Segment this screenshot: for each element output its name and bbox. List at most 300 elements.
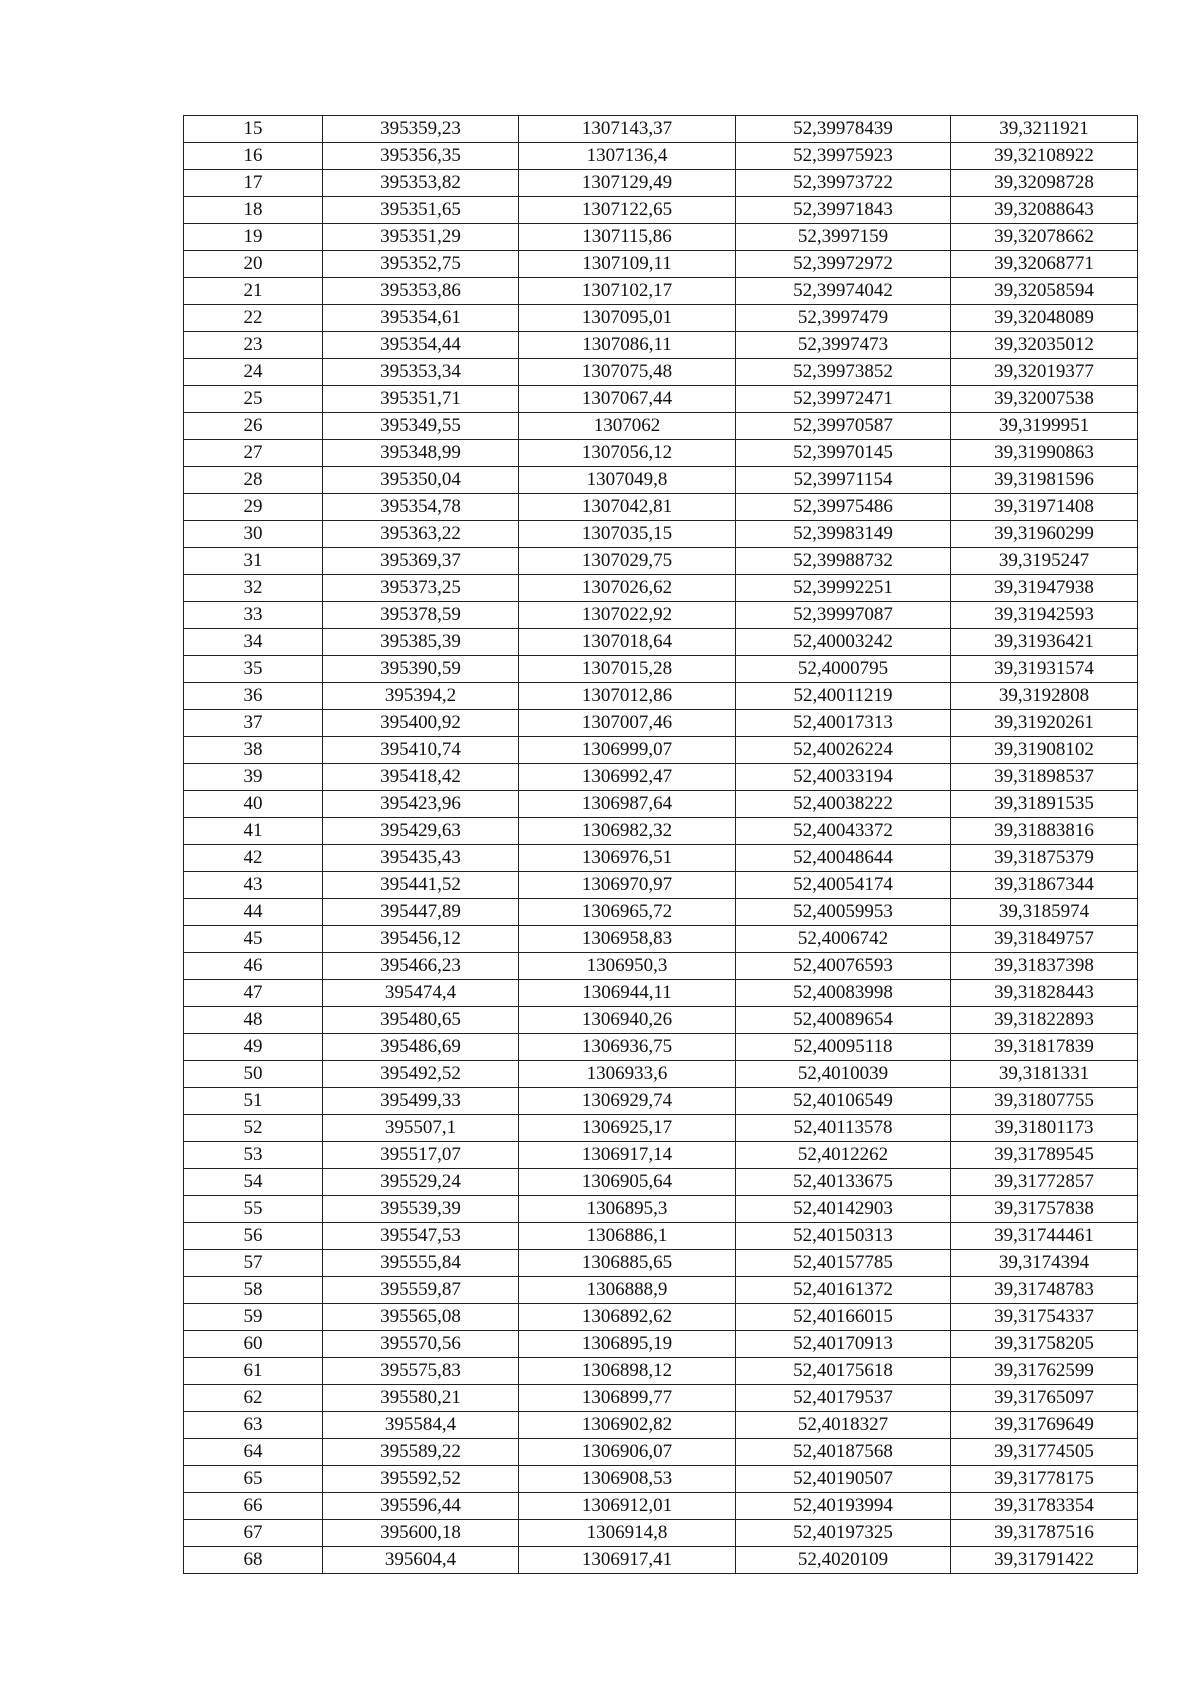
table-row: [184, 332, 1138, 359]
longitude-cell: 39,31791422: [951, 1547, 1138, 1574]
table-row: [184, 1547, 1138, 1574]
latitude-cell: 52,40142903: [736, 1196, 951, 1223]
latitude-cell: 52,40179537: [736, 1385, 951, 1412]
longitude-cell: 39,3211921: [951, 116, 1138, 143]
x-coordinate-cell: 395352,75: [323, 251, 519, 278]
point-number-cell: 50: [184, 1061, 323, 1088]
table-row: [184, 683, 1138, 710]
x-coordinate-cell: 395466,23: [323, 953, 519, 980]
longitude-cell: 39,31772857: [951, 1169, 1138, 1196]
y-coordinate-cell: 1307022,92: [519, 602, 736, 629]
point-number-cell: 56: [184, 1223, 323, 1250]
y-coordinate-cell: 1307007,46: [519, 710, 736, 737]
x-coordinate-cell: 395600,18: [323, 1520, 519, 1547]
point-number-cell: 38: [184, 737, 323, 764]
point-number-cell: 21: [184, 278, 323, 305]
longitude-cell: 39,32035012: [951, 332, 1138, 359]
y-coordinate-cell: 1306886,1: [519, 1223, 736, 1250]
longitude-cell: 39,31891535: [951, 791, 1138, 818]
latitude-cell: 52,40083998: [736, 980, 951, 1007]
x-coordinate-cell: 395507,1: [323, 1115, 519, 1142]
point-number-cell: 31: [184, 548, 323, 575]
latitude-cell: 52,39971154: [736, 467, 951, 494]
latitude-cell: 52,40190507: [736, 1466, 951, 1493]
table-row: [184, 1196, 1138, 1223]
latitude-cell: 52,40011219: [736, 683, 951, 710]
x-coordinate-cell: 395423,96: [323, 791, 519, 818]
point-number-cell: 35: [184, 656, 323, 683]
y-coordinate-cell: 1307029,75: [519, 548, 736, 575]
y-coordinate-cell: 1306958,83: [519, 926, 736, 953]
y-coordinate-cell: 1307067,44: [519, 386, 736, 413]
longitude-cell: 39,31867344: [951, 872, 1138, 899]
y-coordinate-cell: 1306906,07: [519, 1439, 736, 1466]
table-row: [184, 818, 1138, 845]
x-coordinate-cell: 395429,63: [323, 818, 519, 845]
y-coordinate-cell: 1306982,32: [519, 818, 736, 845]
point-number-cell: 55: [184, 1196, 323, 1223]
y-coordinate-cell: 1306929,74: [519, 1088, 736, 1115]
x-coordinate-cell: 395596,44: [323, 1493, 519, 1520]
latitude-cell: 52,3997473: [736, 332, 951, 359]
y-coordinate-cell: 1306895,3: [519, 1196, 736, 1223]
table-row: [184, 1439, 1138, 1466]
y-coordinate-cell: 1306892,62: [519, 1304, 736, 1331]
longitude-cell: 39,31971408: [951, 494, 1138, 521]
y-coordinate-cell: 1306925,17: [519, 1115, 736, 1142]
point-number-cell: 44: [184, 899, 323, 926]
x-coordinate-cell: 395575,83: [323, 1358, 519, 1385]
y-coordinate-cell: 1307012,86: [519, 683, 736, 710]
x-coordinate-cell: 395351,29: [323, 224, 519, 251]
y-coordinate-cell: 1307122,65: [519, 197, 736, 224]
longitude-cell: 39,32007538: [951, 386, 1138, 413]
x-coordinate-cell: 395354,78: [323, 494, 519, 521]
latitude-cell: 52,4000795: [736, 656, 951, 683]
table-row: [184, 1466, 1138, 1493]
x-coordinate-cell: 395447,89: [323, 899, 519, 926]
longitude-cell: 39,31822893: [951, 1007, 1138, 1034]
latitude-cell: 52,39970587: [736, 413, 951, 440]
point-number-cell: 26: [184, 413, 323, 440]
latitude-cell: 52,39972972: [736, 251, 951, 278]
latitude-cell: 52,40150313: [736, 1223, 951, 1250]
x-coordinate-cell: 395354,44: [323, 332, 519, 359]
table-row: [184, 656, 1138, 683]
point-number-cell: 20: [184, 251, 323, 278]
longitude-cell: 39,31931574: [951, 656, 1138, 683]
x-coordinate-cell: 395580,21: [323, 1385, 519, 1412]
point-number-cell: 68: [184, 1547, 323, 1574]
table-row: [184, 1088, 1138, 1115]
x-coordinate-cell: 395486,69: [323, 1034, 519, 1061]
latitude-cell: 52,40076593: [736, 953, 951, 980]
table-row: [184, 1115, 1138, 1142]
longitude-cell: 39,31920261: [951, 710, 1138, 737]
y-coordinate-cell: 1306902,82: [519, 1412, 736, 1439]
longitude-cell: 39,31754337: [951, 1304, 1138, 1331]
y-coordinate-cell: 1306987,64: [519, 791, 736, 818]
longitude-cell: 39,31837398: [951, 953, 1138, 980]
longitude-cell: 39,32078662: [951, 224, 1138, 251]
latitude-cell: 52,40017313: [736, 710, 951, 737]
table-row: [184, 1169, 1138, 1196]
latitude-cell: 52,40166015: [736, 1304, 951, 1331]
longitude-cell: 39,31883816: [951, 818, 1138, 845]
latitude-cell: 52,40095118: [736, 1034, 951, 1061]
longitude-cell: 39,31898537: [951, 764, 1138, 791]
latitude-cell: 52,40059953: [736, 899, 951, 926]
table-row: [184, 1277, 1138, 1304]
y-coordinate-cell: 1307042,81: [519, 494, 736, 521]
x-coordinate-cell: 395589,22: [323, 1439, 519, 1466]
longitude-cell: 39,3195247: [951, 548, 1138, 575]
longitude-cell: 39,31744461: [951, 1223, 1138, 1250]
point-number-cell: 15: [184, 116, 323, 143]
longitude-cell: 39,31762599: [951, 1358, 1138, 1385]
table-row: [184, 359, 1138, 386]
table-row: [184, 1223, 1138, 1250]
latitude-cell: 52,39997087: [736, 602, 951, 629]
point-number-cell: 42: [184, 845, 323, 872]
y-coordinate-cell: 1306999,07: [519, 737, 736, 764]
latitude-cell: 52,39975923: [736, 143, 951, 170]
x-coordinate-cell: 395547,53: [323, 1223, 519, 1250]
point-number-cell: 39: [184, 764, 323, 791]
longitude-cell: 39,3181331: [951, 1061, 1138, 1088]
x-coordinate-cell: 395539,39: [323, 1196, 519, 1223]
x-coordinate-cell: 395363,22: [323, 521, 519, 548]
table-row: [184, 1412, 1138, 1439]
x-coordinate-cell: 395565,08: [323, 1304, 519, 1331]
point-number-cell: 59: [184, 1304, 323, 1331]
longitude-cell: 39,31908102: [951, 737, 1138, 764]
y-coordinate-cell: 1306885,65: [519, 1250, 736, 1277]
y-coordinate-cell: 1306917,14: [519, 1142, 736, 1169]
table-row: [184, 1385, 1138, 1412]
point-number-cell: 64: [184, 1439, 323, 1466]
point-number-cell: 57: [184, 1250, 323, 1277]
table-row: [184, 710, 1138, 737]
x-coordinate-cell: 395350,04: [323, 467, 519, 494]
longitude-cell: 39,3192808: [951, 683, 1138, 710]
point-number-cell: 24: [184, 359, 323, 386]
latitude-cell: 52,40113578: [736, 1115, 951, 1142]
y-coordinate-cell: 1307095,01: [519, 305, 736, 332]
y-coordinate-cell: 1306899,77: [519, 1385, 736, 1412]
point-number-cell: 19: [184, 224, 323, 251]
table-row: [184, 1304, 1138, 1331]
y-coordinate-cell: 1306914,8: [519, 1520, 736, 1547]
x-coordinate-cell: 395474,4: [323, 980, 519, 1007]
table-row: [184, 224, 1138, 251]
table-row: [184, 764, 1138, 791]
point-number-cell: 41: [184, 818, 323, 845]
point-number-cell: 40: [184, 791, 323, 818]
x-coordinate-cell: 395351,65: [323, 197, 519, 224]
point-number-cell: 17: [184, 170, 323, 197]
y-coordinate-cell: 1307115,86: [519, 224, 736, 251]
y-coordinate-cell: 1306965,72: [519, 899, 736, 926]
latitude-cell: 52,39973852: [736, 359, 951, 386]
y-coordinate-cell: 1306908,53: [519, 1466, 736, 1493]
table-row: [184, 494, 1138, 521]
x-coordinate-cell: 395418,42: [323, 764, 519, 791]
point-number-cell: 53: [184, 1142, 323, 1169]
table-row: [184, 1142, 1138, 1169]
x-coordinate-cell: 395604,4: [323, 1547, 519, 1574]
table-row: [184, 143, 1138, 170]
y-coordinate-cell: 1307015,28: [519, 656, 736, 683]
y-coordinate-cell: 1306940,26: [519, 1007, 736, 1034]
point-number-cell: 54: [184, 1169, 323, 1196]
latitude-cell: 52,40133675: [736, 1169, 951, 1196]
coordinates-table-body: [184, 116, 1138, 1574]
table-row: [184, 575, 1138, 602]
y-coordinate-cell: 1306992,47: [519, 764, 736, 791]
latitude-cell: 52,40175618: [736, 1358, 951, 1385]
y-coordinate-cell: 1307026,62: [519, 575, 736, 602]
y-coordinate-cell: 1306895,19: [519, 1331, 736, 1358]
y-coordinate-cell: 1306933,6: [519, 1061, 736, 1088]
longitude-cell: 39,32108922: [951, 143, 1138, 170]
latitude-cell: 52,40187568: [736, 1439, 951, 1466]
latitude-cell: 52,39988732: [736, 548, 951, 575]
table-row: [184, 629, 1138, 656]
longitude-cell: 39,32048089: [951, 305, 1138, 332]
latitude-cell: 52,39971843: [736, 197, 951, 224]
table-row: [184, 251, 1138, 278]
x-coordinate-cell: 395592,52: [323, 1466, 519, 1493]
table-row: [184, 1061, 1138, 1088]
latitude-cell: 52,4006742: [736, 926, 951, 953]
longitude-cell: 39,31828443: [951, 980, 1138, 1007]
y-coordinate-cell: 1307075,48: [519, 359, 736, 386]
x-coordinate-cell: 395378,59: [323, 602, 519, 629]
x-coordinate-cell: 395353,82: [323, 170, 519, 197]
y-coordinate-cell: 1306898,12: [519, 1358, 736, 1385]
point-number-cell: 65: [184, 1466, 323, 1493]
y-coordinate-cell: 1307062: [519, 413, 736, 440]
x-coordinate-cell: 395359,23: [323, 116, 519, 143]
x-coordinate-cell: 395390,59: [323, 656, 519, 683]
longitude-cell: 39,31960299: [951, 521, 1138, 548]
longitude-cell: 39,31849757: [951, 926, 1138, 953]
longitude-cell: 39,32068771: [951, 251, 1138, 278]
x-coordinate-cell: 395555,84: [323, 1250, 519, 1277]
y-coordinate-cell: 1307143,37: [519, 116, 736, 143]
x-coordinate-cell: 395410,74: [323, 737, 519, 764]
latitude-cell: 52,40106549: [736, 1088, 951, 1115]
longitude-cell: 39,3199951: [951, 413, 1138, 440]
coordinates-table: [183, 115, 1138, 1574]
longitude-cell: 39,31758205: [951, 1331, 1138, 1358]
table-row: [184, 926, 1138, 953]
longitude-cell: 39,31801173: [951, 1115, 1138, 1142]
longitude-cell: 39,31778175: [951, 1466, 1138, 1493]
table-row: [184, 305, 1138, 332]
table-row: [184, 953, 1138, 980]
latitude-cell: 52,40026224: [736, 737, 951, 764]
x-coordinate-cell: 395529,24: [323, 1169, 519, 1196]
latitude-cell: 52,40157785: [736, 1250, 951, 1277]
latitude-cell: 52,39972471: [736, 386, 951, 413]
longitude-cell: 39,31981596: [951, 467, 1138, 494]
longitude-cell: 39,31757838: [951, 1196, 1138, 1223]
longitude-cell: 39,31774505: [951, 1439, 1138, 1466]
point-number-cell: 47: [184, 980, 323, 1007]
longitude-cell: 39,32019377: [951, 359, 1138, 386]
x-coordinate-cell: 395559,87: [323, 1277, 519, 1304]
point-number-cell: 34: [184, 629, 323, 656]
point-number-cell: 32: [184, 575, 323, 602]
x-coordinate-cell: 395456,12: [323, 926, 519, 953]
point-number-cell: 61: [184, 1358, 323, 1385]
point-number-cell: 25: [184, 386, 323, 413]
longitude-cell: 39,31947938: [951, 575, 1138, 602]
latitude-cell: 52,40193994: [736, 1493, 951, 1520]
point-number-cell: 46: [184, 953, 323, 980]
y-coordinate-cell: 1307035,15: [519, 521, 736, 548]
x-coordinate-cell: 395480,65: [323, 1007, 519, 1034]
y-coordinate-cell: 1307056,12: [519, 440, 736, 467]
latitude-cell: 52,39973722: [736, 170, 951, 197]
latitude-cell: 52,39970145: [736, 440, 951, 467]
latitude-cell: 52,40054174: [736, 872, 951, 899]
latitude-cell: 52,4018327: [736, 1412, 951, 1439]
point-number-cell: 30: [184, 521, 323, 548]
table-row: [184, 1331, 1138, 1358]
point-number-cell: 51: [184, 1088, 323, 1115]
longitude-cell: 39,31748783: [951, 1277, 1138, 1304]
longitude-cell: 39,32058594: [951, 278, 1138, 305]
table-row: [184, 737, 1138, 764]
latitude-cell: 52,3997159: [736, 224, 951, 251]
y-coordinate-cell: 1307109,11: [519, 251, 736, 278]
table-row: [184, 413, 1138, 440]
longitude-cell: 39,31783354: [951, 1493, 1138, 1520]
point-number-cell: 33: [184, 602, 323, 629]
point-number-cell: 28: [184, 467, 323, 494]
longitude-cell: 39,3185974: [951, 899, 1138, 926]
point-number-cell: 60: [184, 1331, 323, 1358]
table-row: [184, 170, 1138, 197]
point-number-cell: 18: [184, 197, 323, 224]
y-coordinate-cell: 1306912,01: [519, 1493, 736, 1520]
table-row: [184, 1250, 1138, 1277]
y-coordinate-cell: 1306970,97: [519, 872, 736, 899]
table-row: [184, 899, 1138, 926]
point-number-cell: 45: [184, 926, 323, 953]
y-coordinate-cell: 1306944,11: [519, 980, 736, 1007]
table-row: [184, 116, 1138, 143]
latitude-cell: 52,40089654: [736, 1007, 951, 1034]
longitude-cell: 39,32098728: [951, 170, 1138, 197]
longitude-cell: 39,32088643: [951, 197, 1138, 224]
table-row: [184, 278, 1138, 305]
point-number-cell: 49: [184, 1034, 323, 1061]
longitude-cell: 39,31817839: [951, 1034, 1138, 1061]
point-number-cell: 58: [184, 1277, 323, 1304]
point-number-cell: 62: [184, 1385, 323, 1412]
latitude-cell: 52,4012262: [736, 1142, 951, 1169]
y-coordinate-cell: 1307102,17: [519, 278, 736, 305]
latitude-cell: 52,4010039: [736, 1061, 951, 1088]
longitude-cell: 39,3174394: [951, 1250, 1138, 1277]
table-row: [184, 1358, 1138, 1385]
latitude-cell: 52,40197325: [736, 1520, 951, 1547]
point-number-cell: 52: [184, 1115, 323, 1142]
latitude-cell: 52,40003242: [736, 629, 951, 656]
y-coordinate-cell: 1306936,75: [519, 1034, 736, 1061]
point-number-cell: 67: [184, 1520, 323, 1547]
y-coordinate-cell: 1306905,64: [519, 1169, 736, 1196]
longitude-cell: 39,31787516: [951, 1520, 1138, 1547]
point-number-cell: 43: [184, 872, 323, 899]
latitude-cell: 52,40033194: [736, 764, 951, 791]
point-number-cell: 27: [184, 440, 323, 467]
table-row: [184, 845, 1138, 872]
x-coordinate-cell: 395351,71: [323, 386, 519, 413]
latitude-cell: 52,40170913: [736, 1331, 951, 1358]
y-coordinate-cell: 1306917,41: [519, 1547, 736, 1574]
latitude-cell: 52,40043372: [736, 818, 951, 845]
longitude-cell: 39,31990863: [951, 440, 1138, 467]
table-row: [184, 1520, 1138, 1547]
table-row: [184, 1007, 1138, 1034]
y-coordinate-cell: 1306976,51: [519, 845, 736, 872]
table-row: [184, 1493, 1138, 1520]
y-coordinate-cell: 1307136,4: [519, 143, 736, 170]
point-number-cell: 22: [184, 305, 323, 332]
table-row: [184, 197, 1138, 224]
x-coordinate-cell: 395356,35: [323, 143, 519, 170]
latitude-cell: 52,4020109: [736, 1547, 951, 1574]
point-number-cell: 48: [184, 1007, 323, 1034]
y-coordinate-cell: 1307086,11: [519, 332, 736, 359]
y-coordinate-cell: 1307129,49: [519, 170, 736, 197]
longitude-cell: 39,31765097: [951, 1385, 1138, 1412]
x-coordinate-cell: 395348,99: [323, 440, 519, 467]
longitude-cell: 39,31936421: [951, 629, 1138, 656]
table-row: [184, 980, 1138, 1007]
x-coordinate-cell: 395354,61: [323, 305, 519, 332]
table-row: [184, 521, 1138, 548]
y-coordinate-cell: 1306950,3: [519, 953, 736, 980]
x-coordinate-cell: 395353,34: [323, 359, 519, 386]
table-row: [184, 1034, 1138, 1061]
y-coordinate-cell: 1307018,64: [519, 629, 736, 656]
point-number-cell: 23: [184, 332, 323, 359]
table-row: [184, 467, 1138, 494]
latitude-cell: 52,40048644: [736, 845, 951, 872]
x-coordinate-cell: 395394,2: [323, 683, 519, 710]
x-coordinate-cell: 395584,4: [323, 1412, 519, 1439]
latitude-cell: 52,39974042: [736, 278, 951, 305]
point-number-cell: 29: [184, 494, 323, 521]
longitude-cell: 39,31875379: [951, 845, 1138, 872]
table-row: [184, 440, 1138, 467]
x-coordinate-cell: 395517,07: [323, 1142, 519, 1169]
x-coordinate-cell: 395373,25: [323, 575, 519, 602]
longitude-cell: 39,31807755: [951, 1088, 1138, 1115]
latitude-cell: 52,39992251: [736, 575, 951, 602]
table-row: [184, 386, 1138, 413]
table-row: [184, 791, 1138, 818]
y-coordinate-cell: 1307049,8: [519, 467, 736, 494]
x-coordinate-cell: 395499,33: [323, 1088, 519, 1115]
x-coordinate-cell: 395353,86: [323, 278, 519, 305]
